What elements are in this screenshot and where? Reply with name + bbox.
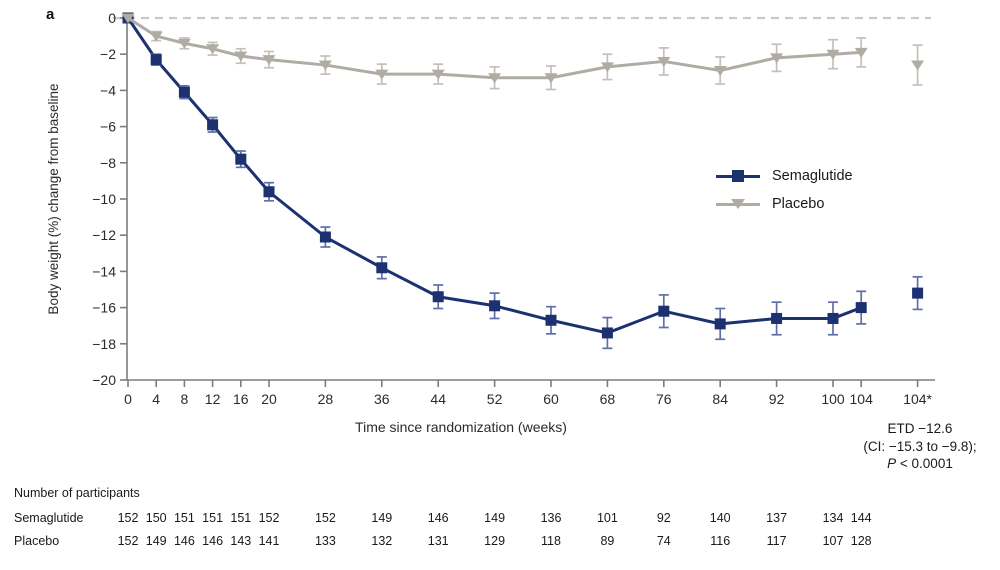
- participant-count: 146: [173, 534, 195, 548]
- participant-count: 107: [822, 534, 844, 548]
- participant-count: 152: [314, 511, 336, 525]
- participant-count: 118: [541, 534, 561, 548]
- x-tick-label: 28: [317, 391, 334, 407]
- x-tick-label: 84: [712, 391, 728, 407]
- y-tick-label: −4: [100, 82, 116, 99]
- participant-count: 151: [173, 511, 195, 525]
- x-tick-label: 104*: [903, 391, 933, 407]
- participant-count: 129: [484, 534, 506, 548]
- marker-semaglutide: [546, 315, 557, 326]
- participant-count: 136: [540, 511, 562, 525]
- y-tick-label: −18: [92, 335, 116, 352]
- x-tick-label: 76: [656, 391, 672, 407]
- x-tick-label: 104: [849, 391, 873, 407]
- placebo-triangle-marker-icon: [716, 196, 760, 212]
- marker-placebo-followup: [911, 61, 924, 71]
- legend-label-placebo: Placebo: [772, 196, 825, 212]
- x-tick-label: 44: [430, 391, 446, 407]
- marker-semaglutide: [376, 262, 387, 273]
- marker-semaglutide: [207, 119, 218, 130]
- y-tick-label: −8: [100, 154, 116, 171]
- y-tick-label: −16: [92, 299, 116, 316]
- x-tick-label: 20: [261, 391, 277, 407]
- panel-label: a: [46, 6, 55, 23]
- participant-count: 92: [656, 511, 671, 525]
- legend-item-placebo: [716, 196, 853, 212]
- legend-label-semaglutide: Semaglutide: [772, 168, 853, 184]
- marker-semaglutide: [771, 313, 782, 324]
- participants-counts-placebo: [0, 534, 1000, 550]
- y-tick-label: 0: [108, 10, 116, 26]
- x-axis-title: Time since randomization (weeks): [355, 419, 567, 435]
- marker-semaglutide: [235, 154, 246, 165]
- participant-count: 116: [710, 534, 731, 548]
- y-tick-label: −6: [100, 118, 116, 135]
- marker-semaglutide: [658, 306, 669, 317]
- participant-count: 132: [371, 534, 393, 548]
- participant-count: 149: [371, 511, 393, 525]
- y-tick-label: −14: [92, 263, 116, 280]
- participants-row-label-placebo: Placebo: [14, 534, 60, 548]
- marker-semaglutide: [433, 291, 444, 302]
- participant-count: 74: [656, 534, 671, 548]
- semaglutide-square-marker-icon: [716, 168, 760, 184]
- x-tick-label: 60: [543, 391, 559, 407]
- participant-count: 149: [145, 534, 167, 548]
- y-tick-label: −20: [92, 372, 116, 388]
- chart-legend: [716, 168, 853, 224]
- marker-semaglutide: [320, 232, 331, 243]
- participant-count: 101: [596, 511, 618, 525]
- participant-count: 131: [427, 534, 449, 548]
- participant-count: 149: [484, 511, 506, 525]
- x-tick-label: 100: [821, 391, 845, 407]
- participant-count: 151: [230, 511, 252, 525]
- participant-count: 146: [427, 511, 449, 525]
- marker-semaglutide: [828, 313, 839, 324]
- participant-count: 140: [709, 511, 731, 525]
- participant-count: 146: [202, 534, 224, 548]
- etd-ci: (CI: −15.3 to −9.8);: [863, 438, 977, 454]
- participant-count: 133: [314, 534, 336, 548]
- x-tick-label: 0: [124, 391, 132, 407]
- y-tick-label: −12: [92, 227, 116, 244]
- marker-semaglutide: [264, 186, 275, 197]
- etd-pvalue: P < 0.0001: [887, 456, 953, 471]
- participant-count: 137: [766, 511, 788, 525]
- participants-row-label-semaglutide: Semaglutide: [14, 511, 84, 525]
- participant-count: 152: [117, 534, 139, 548]
- x-tick-label: 92: [768, 391, 785, 407]
- legend-item-semaglutide: [716, 168, 853, 184]
- x-tick-label: 8: [180, 391, 189, 407]
- participant-count: 150: [145, 511, 167, 525]
- participant-count: 117: [766, 534, 787, 548]
- x-tick-label: 4: [152, 391, 161, 407]
- marker-semaglutide: [151, 54, 162, 65]
- x-tick-label: 16: [233, 391, 249, 407]
- participant-count: 152: [258, 511, 280, 525]
- x-tick-label: 36: [374, 391, 390, 407]
- marker-semaglutide: [715, 318, 726, 329]
- participants-counts-semaglutide: [0, 511, 1000, 527]
- participant-count: 141: [258, 534, 280, 548]
- etd-annotation: [822, 420, 1000, 473]
- marker-semaglutide: [489, 300, 500, 311]
- x-tick-label: 52: [486, 391, 503, 407]
- marker-semaglutide: [179, 87, 190, 98]
- etd-value: ETD −12.6: [887, 421, 953, 436]
- marker-semaglutide-followup: [912, 288, 923, 299]
- participant-count: 143: [230, 534, 252, 548]
- participant-count: 151: [202, 511, 224, 525]
- x-tick-label: 68: [599, 391, 616, 407]
- participants-title: Number of participants: [14, 486, 140, 500]
- y-axis-title: Body weight (%) change from baseline: [46, 83, 61, 315]
- participant-count: 152: [117, 511, 139, 525]
- y-tick-label: −10: [92, 191, 116, 207]
- marker-semaglutide: [602, 327, 613, 338]
- participant-count: 128: [850, 534, 872, 548]
- participant-count: 144: [850, 511, 872, 525]
- y-tick-label: −2: [100, 46, 116, 63]
- marker-semaglutide: [856, 302, 867, 313]
- participant-count: 89: [600, 534, 615, 548]
- participant-count: 134: [822, 511, 844, 525]
- x-tick-label: 12: [204, 391, 221, 407]
